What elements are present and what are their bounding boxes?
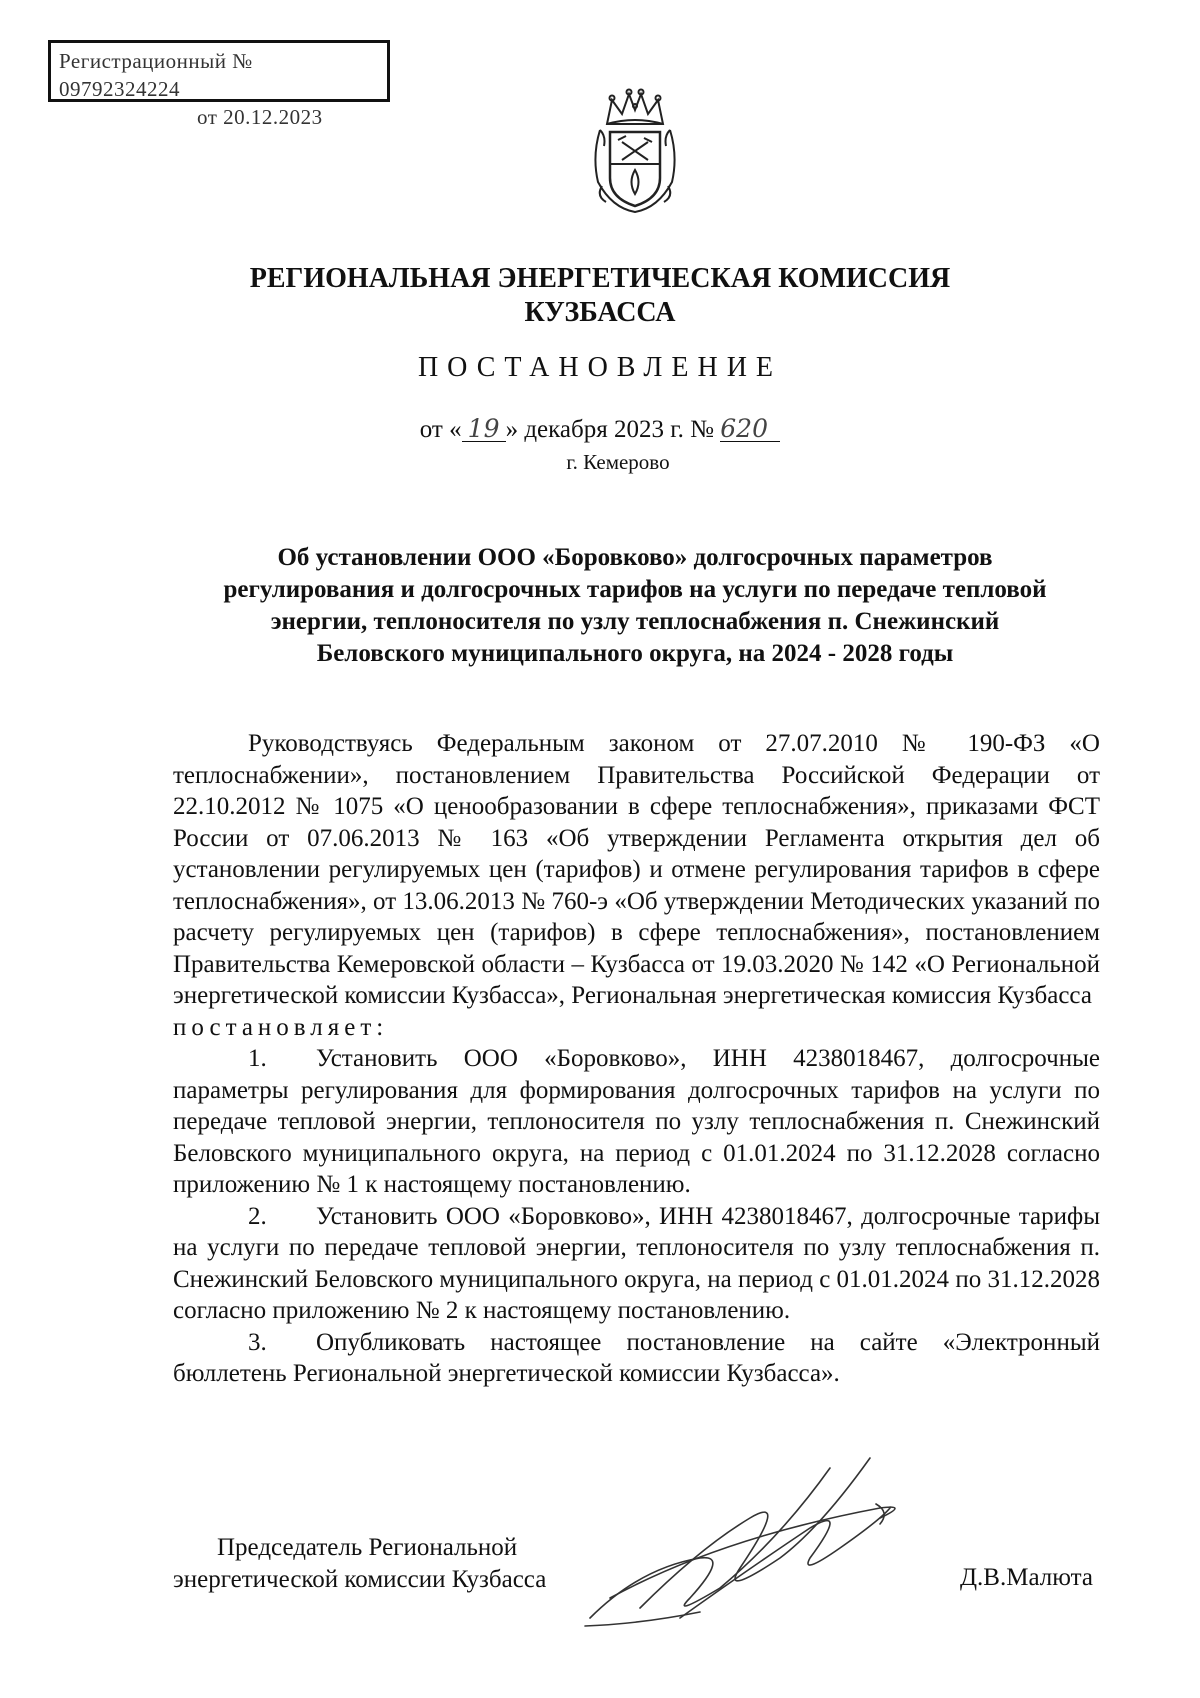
handwritten-signature-icon [580,1448,960,1638]
document-body [173,728,1100,1390]
list-item: 2. Установить ООО «Боровково», ИНН 4238018467, долгосрочные тарифы на услуги по передаче тепловой энергии, теплоносителя по узлу теплоснабжения п. Снежинский Беловского муниципального округа, на период с 01.01.2024 по 31.12.2028 согласно приложению № 2 к настоящему постановлению. [173,1202,1100,1324]
coat-of-arms-icon [582,86,688,216]
organization-name: РЕГИОНАЛЬНАЯ ЭНЕРГЕТИЧЕСКАЯ КОМИССИЯ КУЗБАССА [249,263,951,328]
handwritten-number: 620 [720,417,780,442]
document-city: г. Кемерово [566,450,670,474]
signatory-position: Председатель Региональной энергетической комиссии Кузбасса [173,1534,547,1593]
preamble-paragraph: Руководствуясь Федеральным законом от 27.07.2010 № 190-ФЗ «О теплоснабжении», постановлением Правительства Российской Федерации от 22.10.2012 № 1075 «О ценообразовании в сфере теплоснабжения», приказами ФСТ России от 07.06.2013 № 163 «Об утверждении Регламента открытия дел об установлении регулируемых цен (тарифов) и отмене регулирования тарифов в сфере теплоснабжения», от 13.06.2013 № 760-э «Об утверждении Методических указаний по расчету регулируемых цен (тарифов) в сфере теплоснабжения», постановлением Правительства Кемеровской области – Кузбасса от 19.03.2020 № 142 «О Региональной энергетической комиссии Кузбасса», Региональная энергетическая комиссия Кузбасса [173,730,1100,1009]
registration-number: Регистрационный № 09792324224 [59,49,253,101]
resolves-word: постановляет: [173,1013,389,1041]
list-item: 3. Опубликовать настоящее постановление на сайте «Электронный бюллетень Региональной энергетической комиссии Кузбасса». [173,1328,1100,1387]
document-title: Об установлении ООО «Боровково» долгосрочных параметров регулирования и долгосрочных тарифов на услуги по передаче тепловой энергии, теплоносителя по узлу теплоснабжения п. Снежинский Беловского муниципального округа, на 2024 - 2028 годы [223,544,1047,667]
document-type: ПОСТАНОВЛЕНИЕ [417,352,783,383]
handwritten-day: 19 [462,417,506,442]
registration-date: от 20.12.2023 [197,105,323,129]
document-date-line: от « 19 » декабря 2023 г. № 620 [0,416,1200,444]
list-item: 1. Установить ООО «Боровково», ИНН 4238018467, долгосрочные параметры регулирования для формирования долгосрочных тарифов на услуги по передаче тепловой энергии, теплоносителя по узлу теплоснабжения п. Снежинский Беловского муниципального округа, на период с 01.01.2024 по 31.12.2028 согласно приложению № 1 к настоящему постановлению. [173,1045,1100,1198]
signatory-name: Д.В.Малюта [960,1564,1093,1591]
registration-stamp [48,40,390,129]
